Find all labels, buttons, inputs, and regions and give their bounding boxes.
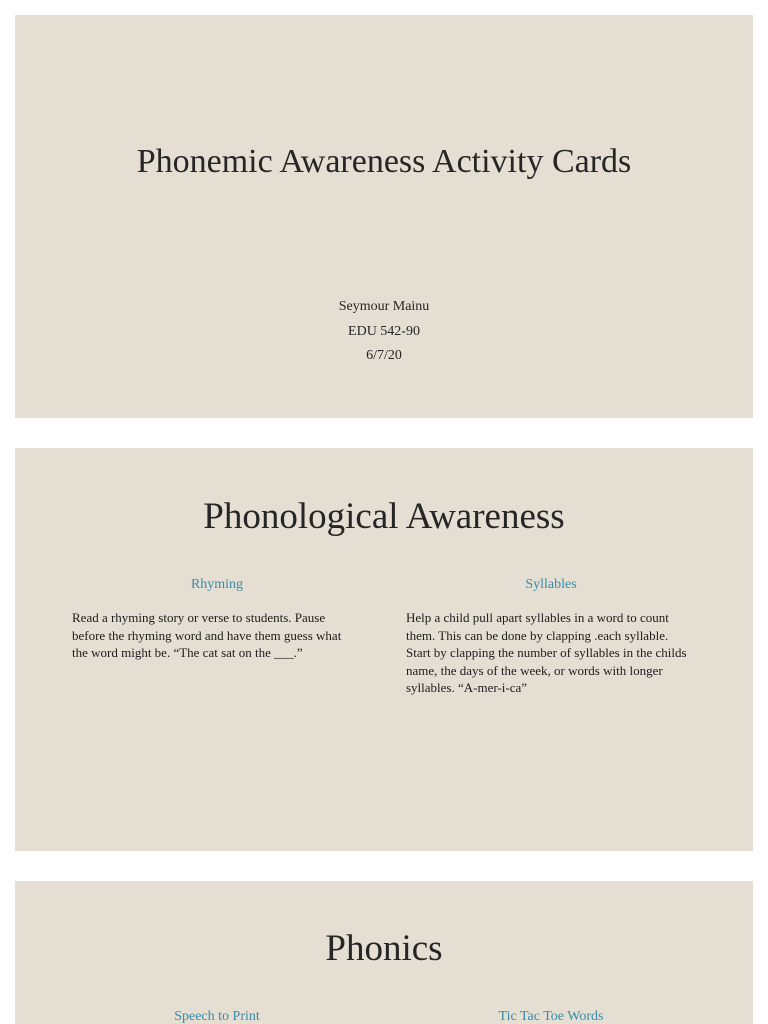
column-heading-syllables: Syllables xyxy=(525,577,577,592)
author-name: Seymour Mainu xyxy=(338,299,430,314)
slide-heading: Phonics xyxy=(325,928,443,969)
column-heading-rhyming: Rhyming xyxy=(190,577,244,592)
author-info xyxy=(15,295,753,369)
slide-phonics xyxy=(15,881,753,1024)
slide-title-heading: Phonemic Awareness Activity Cards xyxy=(136,143,632,180)
column-body-rhyming: Read a rhyming story or verse to students. Pause before the rhyming word and have them guess what the word might be. “The cat sat on the ___.” xyxy=(72,610,342,661)
column-heading-speech-to-print: Speech to Print xyxy=(174,1009,260,1024)
course-code: EDU 542-90 xyxy=(348,323,420,339)
slide-phonological-awareness xyxy=(15,448,753,851)
date: 6/7/20 xyxy=(366,348,402,363)
column-body-syllables: Help a child pull apart syllables in a word to count them. This can be done by clapping .each syllable. Start by clapping the number of syllables in the childs name, the days of the week, or words with longer syllables. “A-mer-i-ca” xyxy=(406,610,687,696)
slide-title xyxy=(15,15,753,418)
column-heading-tic-tac-toe: Tic Tac Toe Words xyxy=(498,1009,604,1024)
slide-heading: Phonological Awareness xyxy=(203,496,565,537)
